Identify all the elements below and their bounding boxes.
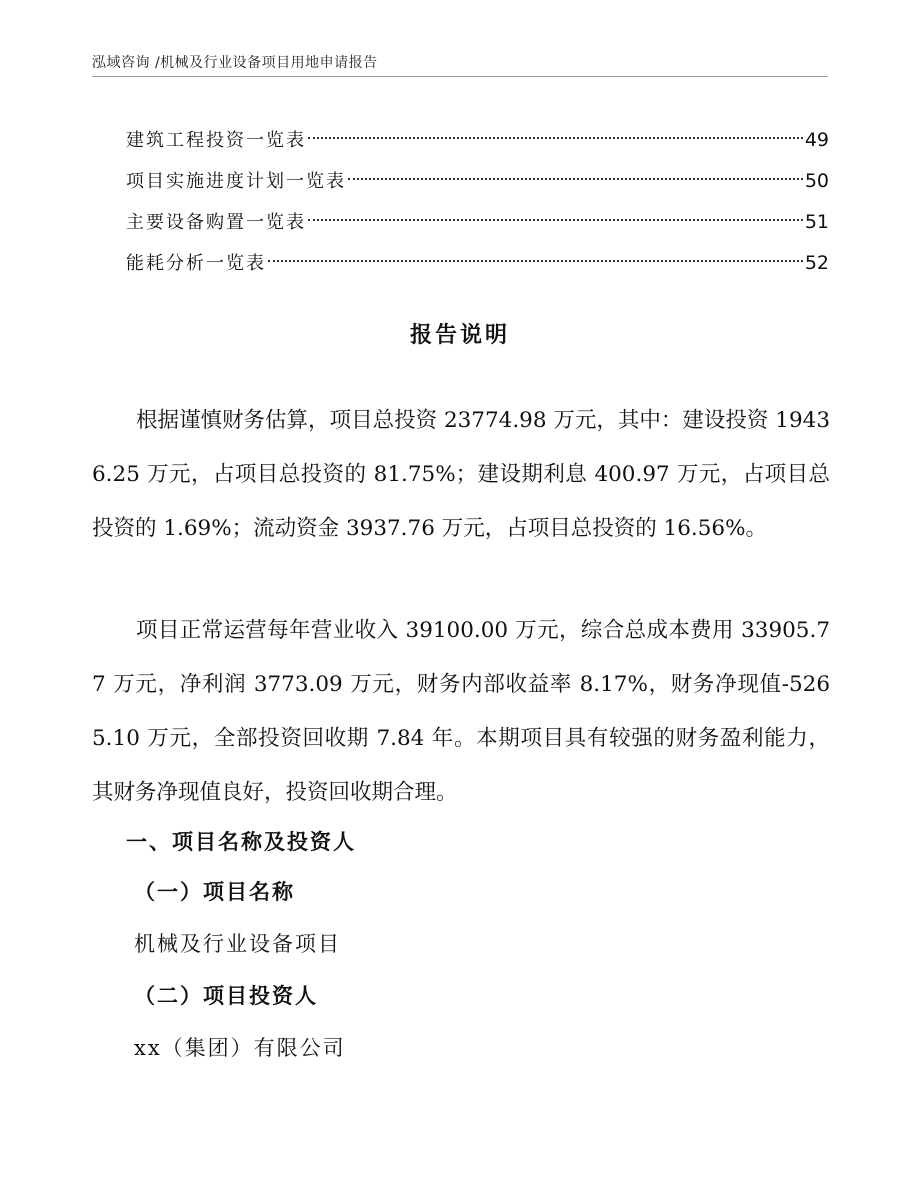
table-of-contents (126, 120, 829, 284)
paragraph-investment: 根据谨慎财务估算，项目总投资 23774.98 万元，其中：建设投资 19436.25 万元，占项目总投资的 81.75%；建设期利息 400.97 万元，占项目总投资的 1.69%；流动资金 3937.76 万元，占项目总投资的 16.56%。 (92, 408, 830, 541)
toc-entry[interactable] (126, 243, 829, 284)
toc-entry-title: 能耗分析一览表 (126, 253, 266, 274)
toc-entry-title: 主要设备购置一览表 (126, 212, 306, 233)
toc-entry-title: 项目实施进度计划一览表 (126, 171, 346, 192)
toc-leader-dots (308, 219, 803, 221)
toc-entry-page: 50 (804, 170, 829, 192)
toc-entry-title: 建筑工程投资一览表 (126, 130, 306, 151)
toc-entry[interactable] (126, 120, 829, 161)
toc-entry[interactable] (126, 161, 829, 202)
toc-entry-page: 51 (804, 211, 829, 233)
subheading-investor: （二）项目投资人 (134, 984, 318, 1008)
investor-text: xx（集团）有限公司 (134, 1036, 346, 1060)
toc-leader-dots (268, 260, 803, 262)
subheading-project-name: （一）项目名称 (134, 880, 295, 904)
toc-entry-page: 49 (804, 129, 829, 151)
paragraph-operation: 项目正常运营每年营业收入 39100.00 万元，综合总成本费用 33905.77 万元，净利润 3773.09 万元，财务内部收益率 8.17%，财务净现值-5265.10 万元，全部投资回收期 7.84 年。本期项目具有较强的财务盈利能力，其财务净现值良好，投资回收期合理。 (92, 618, 830, 805)
toc-entry-page: 52 (804, 252, 829, 274)
toc-leader-dots (348, 178, 803, 180)
header-divider (92, 76, 828, 77)
project-name-text: 机械及行业设备项目 (134, 932, 341, 956)
page-header: 泓域咨询 /机械及行业设备项目用地申请报告 (92, 55, 378, 71)
toc-entry[interactable] (126, 202, 829, 243)
section-title: 报告说明 (409, 323, 510, 348)
heading-project-and-investor: 一、项目名称及投资人 (126, 830, 356, 854)
toc-leader-dots (308, 137, 803, 139)
